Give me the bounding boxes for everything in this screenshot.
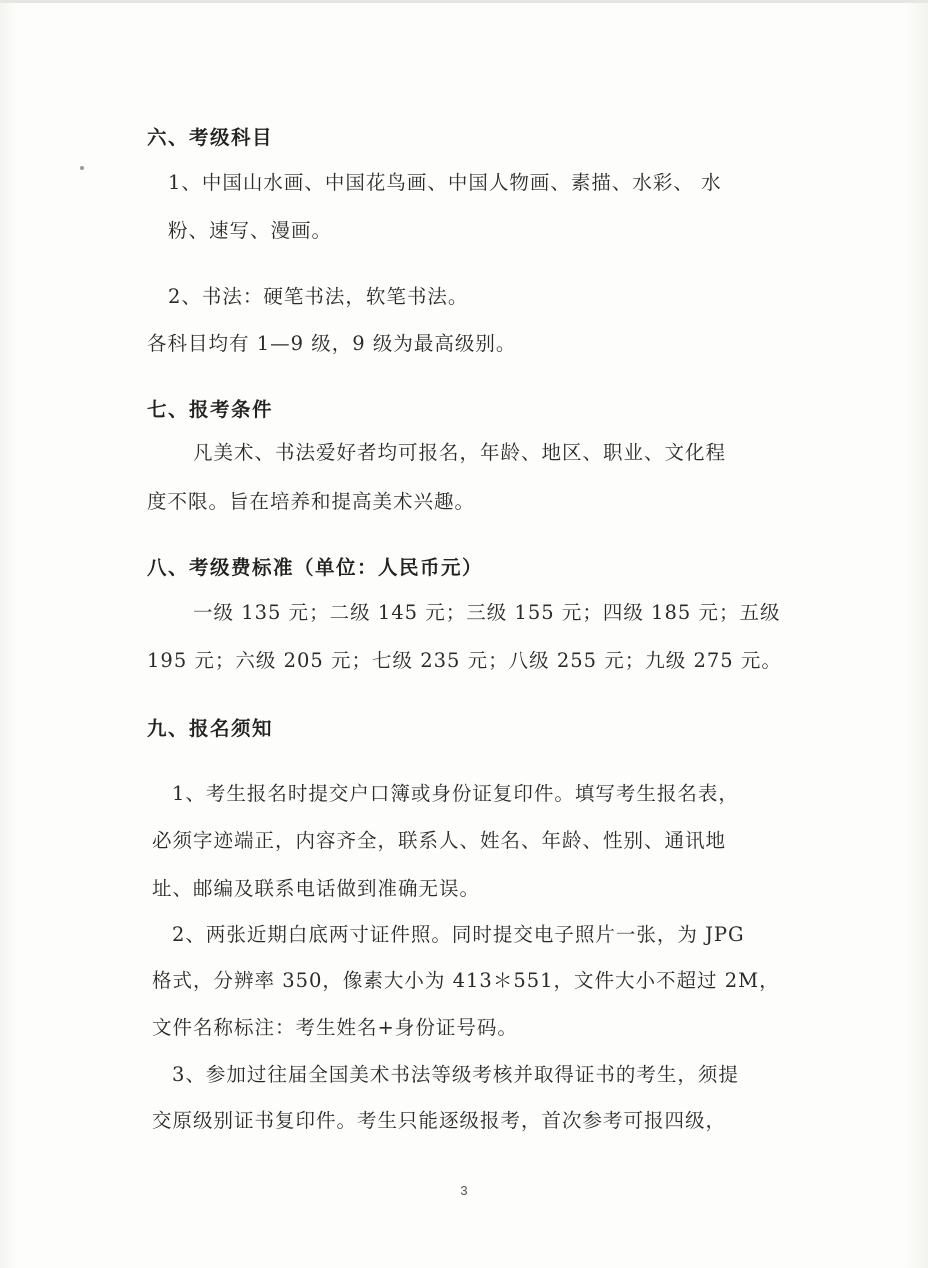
section-9-line-3: 址、邮编及联系电话做到准确无误。 <box>152 877 481 900</box>
section-8-line-1: 一级 135 元；二级 145 元；三级 155 元；四级 185 元；五级 <box>193 601 781 624</box>
section-6-heading: 六、考级科目 <box>147 126 274 149</box>
section-7-line-1: 凡美术、书法爱好者均可报名，年龄、地区、职业、文化程 <box>193 441 727 464</box>
section-9-line-2: 必须字迹端正，内容齐全，联系人、姓名、年龄、性别、通讯地 <box>152 829 727 852</box>
section-6-line-3: 2、书法：硬笔书法，软笔书法。 <box>168 285 469 308</box>
section-9-heading: 九、报名须知 <box>147 717 274 740</box>
section-7-heading: 七、报考条件 <box>147 398 274 421</box>
section-9-line-6: 文件名称标注：考生姓名+身份证号码。 <box>152 1016 518 1039</box>
section-9-line-4: 2、两张近期白底两寸证件照。同时提交电子照片一张，为 JPG <box>172 923 745 946</box>
section-8-line-2: 195 元；六级 205 元；七级 235 元；八级 255 元；九级 275 元。 <box>147 649 782 672</box>
section-6-line-2: 粉、速写、漫画。 <box>168 219 333 242</box>
section-9-line-8: 交原级别证书复印件。考生只能逐级报考，首次参考可报四级， <box>152 1109 727 1132</box>
section-6-line-1: 1、中国山水画、中国花鸟画、中国人物画、素描、水彩、 水 <box>168 171 722 194</box>
scan-speck <box>80 166 84 170</box>
section-9-line-5: 格式，分辨率 350，像素大小为 413＊551，文件大小不超过 2M， <box>152 969 780 992</box>
section-8-heading: 八、考级费标准（单位：人民币元） <box>147 556 484 579</box>
section-7-line-2: 度不限。旨在培养和提高美术兴趣。 <box>147 490 476 513</box>
section-6-line-4: 各科目均有 1—9 级，9 级为最高级别。 <box>147 332 517 355</box>
section-9-line-1: 1、考生报名时提交户口簿或身份证复印件。填写考生报名表， <box>172 782 739 805</box>
section-9-line-7: 3、参加过往届全国美术书法等级考核并取得证书的考生，须提 <box>172 1063 739 1086</box>
scan-top-edge <box>0 0 928 3</box>
page-number: 3 <box>460 1183 468 1198</box>
